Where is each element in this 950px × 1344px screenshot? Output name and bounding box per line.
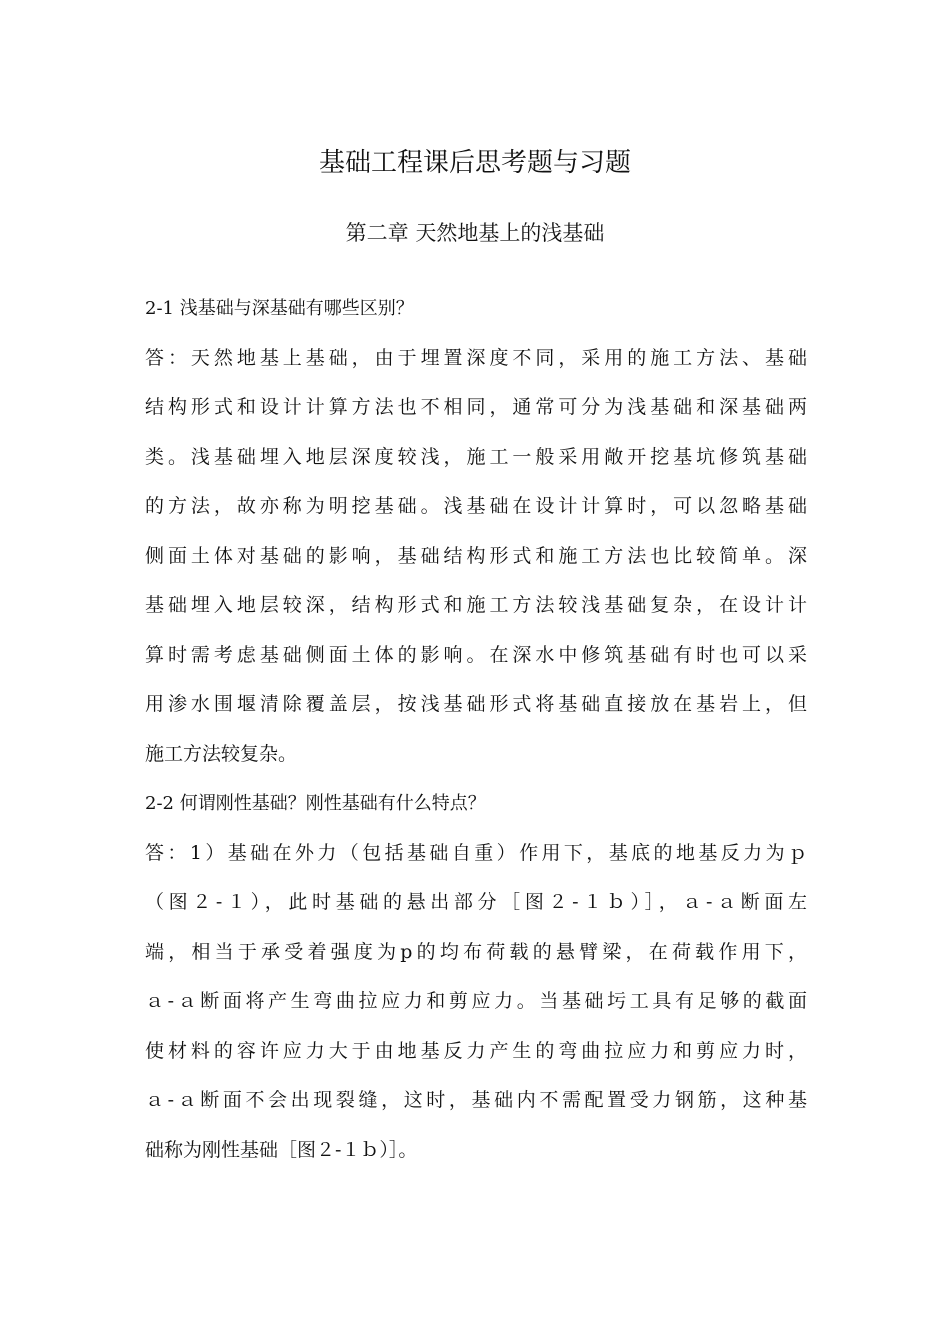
answer-2-2-line: 使材料的容许应力大于由地基反力产生的弯曲拉应力和剪应力时， [145,1039,807,1062]
question-2-1: 2-1 浅基础与深基础有哪些区别？ [145,298,414,319]
answer-2-1-line: 基础埋入地层较深，结构形式和施工方法较浅基础复杂，在设计计 [145,594,807,616]
answer-2-2-line: 础称为刚性基础［图２-１ｂ）］。 [145,1138,418,1161]
answer-2-2-line: 答：1）基础在外力（包括基础自重）作用下，基底的地基反力为ｐ [145,841,807,864]
answer-2-1-line: 用渗水围堰清除覆盖层，按浅基础形式将基础直接放在基岩上，但 [145,693,807,715]
document-body [145,284,807,1175]
answer-2-2-line: ａ-ａ断面将产生弯曲拉应力和剪应力。当基础圬工具有足够的截面 [145,990,807,1012]
answer-2-1-line: 答：天然地基上基础，由于埋置深度不同，采用的施工方法、基础 [145,346,807,369]
answer-2-2-line: （图２-１），此时基础的悬出部分［图２-１ｂ）］，ａ-ａ断面左 [145,891,807,913]
answer-2-2-line: 端，相当于承受着强度为p的均布荷载的悬臂梁，在荷载作用下， [145,940,807,963]
answer-2-1-line: 侧面土体对基础的影响，基础结构形式和施工方法也比较简单。深 [145,544,807,567]
answer-2-1-line: 的方法，故亦称为明挖基础。浅基础在设计计算时，可以忽略基础 [145,495,807,517]
answer-2-1-line: 施工方法较复杂。 [145,742,298,765]
answer-2-1-line: 结构形式和设计计算方法也不相同，通常可分为浅基础和深基础两 [145,396,807,418]
chapter-title: 第二章 天然地基上的浅基础 [345,221,605,245]
answer-2-1-line: 类。浅基础埋入地层深度较浅，施工一般采用敞开挖基坑修筑基础 [145,445,807,468]
document-title: 基础工程课后思考题与习题 [318,148,631,178]
answer-2-1-line: 算时需考虑基础侧面土体的影响。在深水中修筑基础有时也可以采 [145,643,807,666]
answer-2-2-line: ａ-ａ断面不会出现裂缝，这时，基础内不需配置受力钢筋，这种基 [145,1089,807,1111]
question-2-2: 2-2 何谓刚性基础？刚性基础有什么特点？ [145,793,486,814]
